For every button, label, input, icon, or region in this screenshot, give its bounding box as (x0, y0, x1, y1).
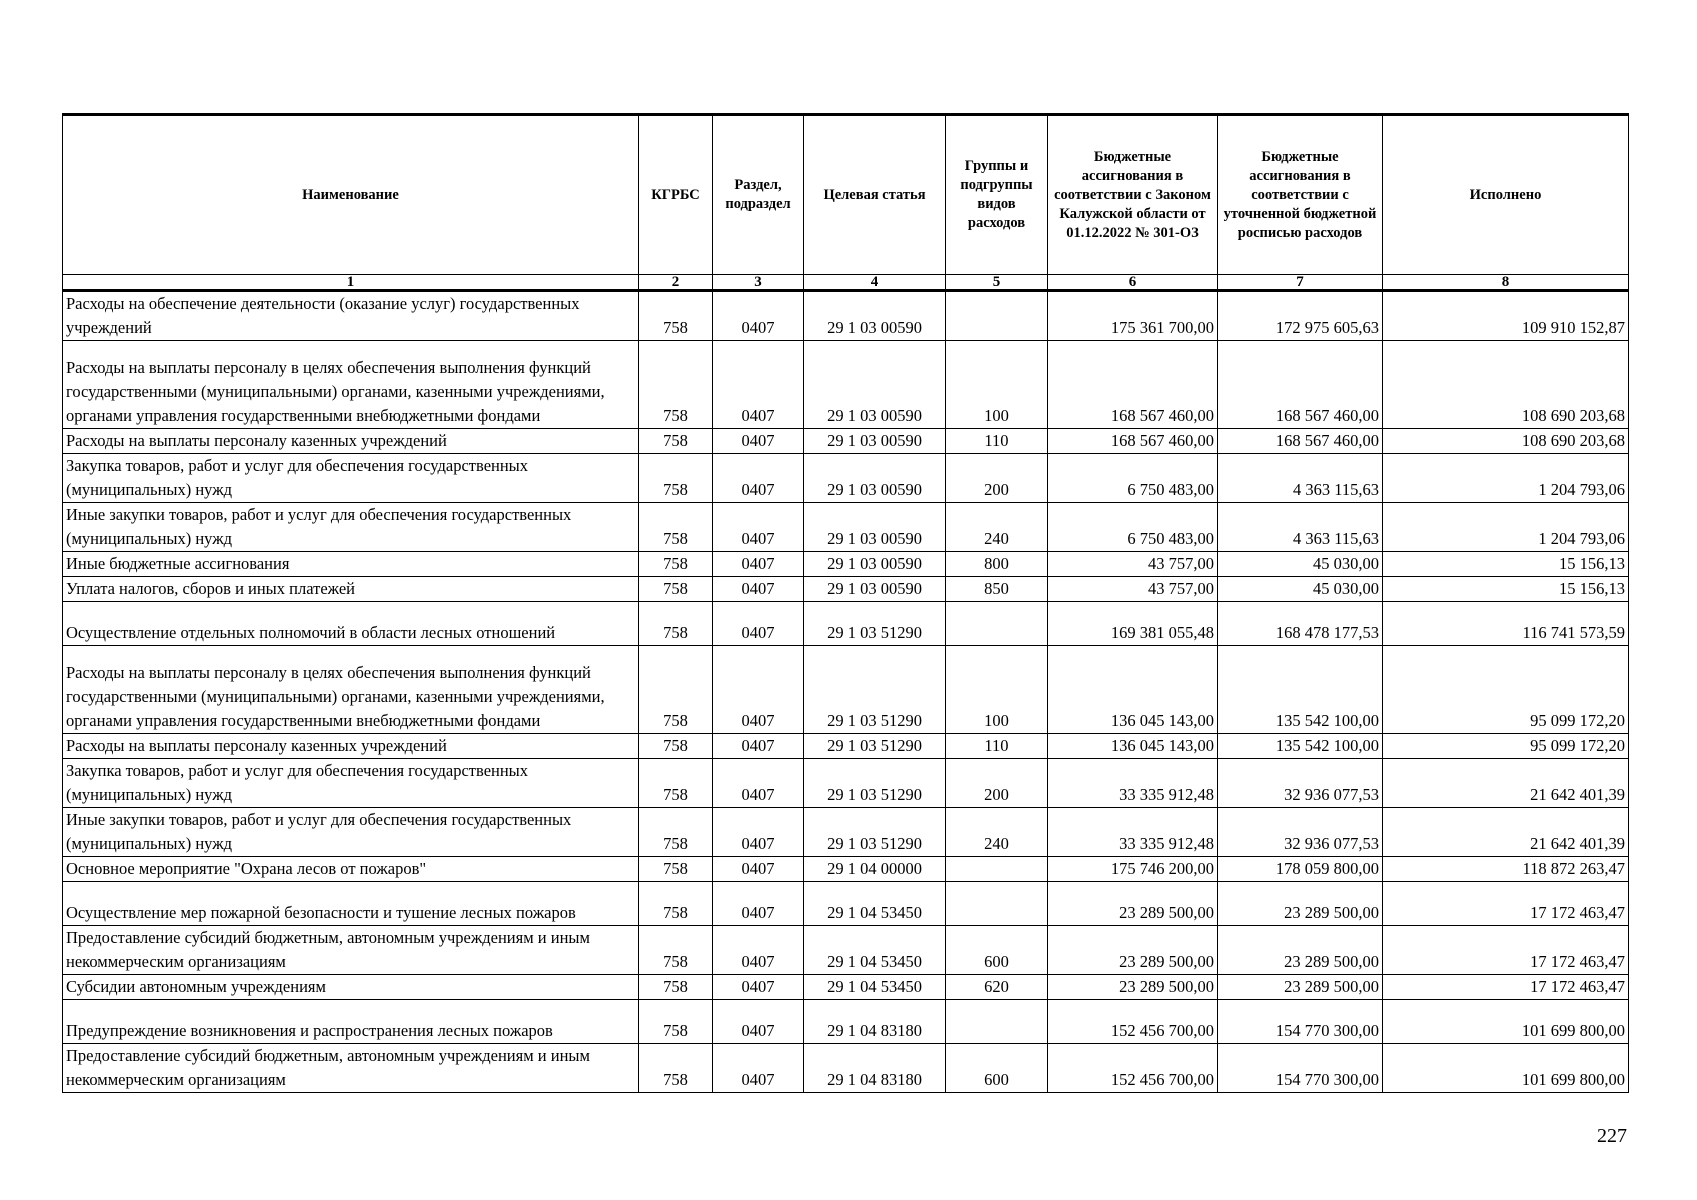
row-refined-amount: 4 363 115,63 (1218, 454, 1383, 503)
table-row (63, 808, 1629, 857)
row-section: 0407 (713, 503, 804, 552)
row-kgrbs: 758 (639, 882, 713, 926)
row-name: Субсидии автономным учреждениям (63, 975, 639, 1000)
row-law-amount: 169 381 055,48 (1048, 602, 1218, 646)
row-law-amount: 43 757,00 (1048, 552, 1218, 577)
row-law-amount: 6 750 483,00 (1048, 454, 1218, 503)
table-row (63, 975, 1629, 1000)
header-row (63, 115, 1629, 275)
row-name: Предоставление субсидий бюджетным, автономным учреждениям и иным некоммерческим организациям (63, 926, 639, 975)
row-name: Расходы на выплаты персоналу казенных учреждений (63, 429, 639, 454)
row-target: 29 1 04 00000 (804, 857, 946, 882)
row-name: Закупка товаров, работ и услуг для обеспечения государственных (муниципальных) нужд (63, 454, 639, 503)
header-refined: Бюджетные ассигнования в соответствии с уточненной бюджетной росписью расходов (1218, 115, 1383, 275)
row-refined-amount: 168 567 460,00 (1218, 341, 1383, 429)
row-refined-amount: 168 478 177,53 (1218, 602, 1383, 646)
row-section: 0407 (713, 552, 804, 577)
row-executed-amount: 21 642 401,39 (1383, 808, 1629, 857)
table-row (63, 577, 1629, 602)
row-law-amount: 33 335 912,48 (1048, 808, 1218, 857)
table-row (63, 291, 1629, 341)
column-number: 1 (63, 275, 639, 291)
row-group: 850 (946, 577, 1048, 602)
row-refined-amount: 32 936 077,53 (1218, 759, 1383, 808)
row-group: 200 (946, 759, 1048, 808)
row-refined-amount: 23 289 500,00 (1218, 882, 1383, 926)
row-section: 0407 (713, 577, 804, 602)
header-executed: Исполнено (1383, 115, 1629, 275)
table-row (63, 734, 1629, 759)
table-row (63, 759, 1629, 808)
row-section: 0407 (713, 1000, 804, 1044)
row-executed-amount: 1 204 793,06 (1383, 454, 1629, 503)
row-name: Закупка товаров, работ и услуг для обеспечения государственных (муниципальных) нужд (63, 759, 639, 808)
row-target: 29 1 03 51290 (804, 602, 946, 646)
row-target: 29 1 03 00590 (804, 291, 946, 341)
row-law-amount: 152 456 700,00 (1048, 1044, 1218, 1093)
row-kgrbs: 758 (639, 602, 713, 646)
row-name: Основное мероприятие "Охрана лесов от пожаров" (63, 857, 639, 882)
row-target: 29 1 04 53450 (804, 975, 946, 1000)
row-executed-amount: 21 642 401,39 (1383, 759, 1629, 808)
row-law-amount: 175 746 200,00 (1048, 857, 1218, 882)
row-kgrbs: 758 (639, 503, 713, 552)
row-kgrbs: 758 (639, 759, 713, 808)
row-name: Расходы на выплаты персоналу в целях обеспечения выполнения функций государственными (муниципальными) органами, казенными учреждениями, органами управления государственными внебюджетными фондами (63, 646, 639, 734)
row-target: 29 1 03 51290 (804, 734, 946, 759)
page-number: 227 (1597, 1125, 1627, 1147)
row-kgrbs: 758 (639, 577, 713, 602)
row-kgrbs: 758 (639, 429, 713, 454)
row-section: 0407 (713, 975, 804, 1000)
row-target: 29 1 04 53450 (804, 926, 946, 975)
column-number: 7 (1218, 275, 1383, 291)
row-kgrbs: 758 (639, 808, 713, 857)
column-number: 6 (1048, 275, 1218, 291)
row-group: 100 (946, 646, 1048, 734)
row-executed-amount: 17 172 463,47 (1383, 882, 1629, 926)
table-row (63, 552, 1629, 577)
row-target: 29 1 03 51290 (804, 759, 946, 808)
row-kgrbs: 758 (639, 926, 713, 975)
row-executed-amount: 17 172 463,47 (1383, 975, 1629, 1000)
row-section: 0407 (713, 808, 804, 857)
column-number: 4 (804, 275, 946, 291)
row-law-amount: 23 289 500,00 (1048, 882, 1218, 926)
row-name: Иные закупки товаров, работ и услуг для обеспечения государственных (муниципальных) нужд (63, 503, 639, 552)
row-law-amount: 136 045 143,00 (1048, 646, 1218, 734)
row-target: 29 1 03 00590 (804, 503, 946, 552)
row-executed-amount: 1 204 793,06 (1383, 503, 1629, 552)
row-kgrbs: 758 (639, 734, 713, 759)
row-section: 0407 (713, 759, 804, 808)
row-law-amount: 33 335 912,48 (1048, 759, 1218, 808)
row-section: 0407 (713, 1044, 804, 1093)
row-law-amount: 168 567 460,00 (1048, 341, 1218, 429)
row-refined-amount: 178 059 800,00 (1218, 857, 1383, 882)
row-executed-amount: 101 699 800,00 (1383, 1000, 1629, 1044)
row-executed-amount: 15 156,13 (1383, 552, 1629, 577)
row-name: Иные бюджетные ассигнования (63, 552, 639, 577)
row-kgrbs: 758 (639, 975, 713, 1000)
header-target: Целевая статья (804, 115, 946, 275)
header-kgrbs: КГРБС (639, 115, 713, 275)
row-executed-amount: 109 910 152,87 (1383, 291, 1629, 341)
row-refined-amount: 32 936 077,53 (1218, 808, 1383, 857)
row-kgrbs: 758 (639, 857, 713, 882)
row-name: Осуществление отдельных полномочий в области лесных отношений (63, 602, 639, 646)
row-executed-amount: 116 741 573,59 (1383, 602, 1629, 646)
row-group: 110 (946, 429, 1048, 454)
row-section: 0407 (713, 291, 804, 341)
row-law-amount: 6 750 483,00 (1048, 503, 1218, 552)
header-section: Раздел, подраздел (713, 115, 804, 275)
row-section: 0407 (713, 454, 804, 503)
table-row (63, 882, 1629, 926)
row-target: 29 1 03 00590 (804, 341, 946, 429)
row-target: 29 1 03 00590 (804, 552, 946, 577)
table-row (63, 602, 1629, 646)
row-refined-amount: 23 289 500,00 (1218, 975, 1383, 1000)
row-name: Иные закупки товаров, работ и услуг для обеспечения государственных (муниципальных) нужд (63, 808, 639, 857)
row-group (946, 291, 1048, 341)
row-section: 0407 (713, 926, 804, 975)
header-groups: Группы и подгруппы видов расходов (946, 115, 1048, 275)
row-kgrbs: 758 (639, 552, 713, 577)
row-name: Уплата налогов, сборов и иных платежей (63, 577, 639, 602)
row-law-amount: 23 289 500,00 (1048, 975, 1218, 1000)
row-name: Расходы на выплаты персоналу казенных учреждений (63, 734, 639, 759)
row-refined-amount: 45 030,00 (1218, 577, 1383, 602)
row-executed-amount: 108 690 203,68 (1383, 341, 1629, 429)
row-law-amount: 152 456 700,00 (1048, 1000, 1218, 1044)
row-section: 0407 (713, 646, 804, 734)
table-row (63, 503, 1629, 552)
table-row (63, 646, 1629, 734)
row-executed-amount: 101 699 800,00 (1383, 1044, 1629, 1093)
table-row (63, 341, 1629, 429)
row-name: Предоставление субсидий бюджетным, автономным учреждениям и иным некоммерческим организациям (63, 1044, 639, 1093)
column-number: 5 (946, 275, 1048, 291)
column-number: 2 (639, 275, 713, 291)
row-section: 0407 (713, 429, 804, 454)
row-group: 240 (946, 503, 1048, 552)
row-executed-amount: 108 690 203,68 (1383, 429, 1629, 454)
table-row (63, 857, 1629, 882)
row-law-amount: 43 757,00 (1048, 577, 1218, 602)
row-refined-amount: 154 770 300,00 (1218, 1044, 1383, 1093)
row-group: 110 (946, 734, 1048, 759)
row-executed-amount: 95 099 172,20 (1383, 646, 1629, 734)
row-kgrbs: 758 (639, 291, 713, 341)
table-body (63, 291, 1629, 1093)
table-row (63, 1000, 1629, 1044)
row-target: 29 1 03 00590 (804, 577, 946, 602)
row-kgrbs: 758 (639, 1000, 713, 1044)
header-name: Наименование (63, 115, 639, 275)
row-law-amount: 175 361 700,00 (1048, 291, 1218, 341)
row-name: Расходы на обеспечение деятельности (оказание услуг) государственных учреждений (63, 291, 639, 341)
row-group (946, 882, 1048, 926)
row-target: 29 1 04 83180 (804, 1044, 946, 1093)
row-law-amount: 136 045 143,00 (1048, 734, 1218, 759)
row-law-amount: 23 289 500,00 (1048, 926, 1218, 975)
row-executed-amount: 118 872 263,47 (1383, 857, 1629, 882)
row-name: Предупреждение возникновения и распространения лесных пожаров (63, 1000, 639, 1044)
row-section: 0407 (713, 882, 804, 926)
row-group: 800 (946, 552, 1048, 577)
row-refined-amount: 4 363 115,63 (1218, 503, 1383, 552)
row-group: 100 (946, 341, 1048, 429)
row-kgrbs: 758 (639, 646, 713, 734)
row-kgrbs: 758 (639, 341, 713, 429)
row-group: 240 (946, 808, 1048, 857)
header-law: Бюджетные ассигнования в соответствии с Законом Калужской области от 01.12.2022 № 301-ОЗ (1048, 115, 1218, 275)
row-group (946, 602, 1048, 646)
row-executed-amount: 15 156,13 (1383, 577, 1629, 602)
row-target: 29 1 03 51290 (804, 646, 946, 734)
row-law-amount: 168 567 460,00 (1048, 429, 1218, 454)
row-target: 29 1 04 83180 (804, 1000, 946, 1044)
row-refined-amount: 135 542 100,00 (1218, 646, 1383, 734)
row-target: 29 1 03 00590 (804, 454, 946, 503)
row-section: 0407 (713, 734, 804, 759)
row-section: 0407 (713, 341, 804, 429)
row-refined-amount: 45 030,00 (1218, 552, 1383, 577)
row-refined-amount: 23 289 500,00 (1218, 926, 1383, 975)
row-group: 200 (946, 454, 1048, 503)
row-section: 0407 (713, 602, 804, 646)
table-row (63, 926, 1629, 975)
row-refined-amount: 135 542 100,00 (1218, 734, 1383, 759)
row-refined-amount: 154 770 300,00 (1218, 1000, 1383, 1044)
column-number: 3 (713, 275, 804, 291)
budget-table (62, 113, 1629, 1093)
row-target: 29 1 04 53450 (804, 882, 946, 926)
row-refined-amount: 168 567 460,00 (1218, 429, 1383, 454)
row-executed-amount: 17 172 463,47 (1383, 926, 1629, 975)
row-kgrbs: 758 (639, 454, 713, 503)
row-target: 29 1 03 51290 (804, 808, 946, 857)
row-refined-amount: 172 975 605,63 (1218, 291, 1383, 341)
row-name: Расходы на выплаты персоналу в целях обеспечения выполнения функций государственными (муниципальными) органами, казенными учреждениями, органами управления государственными внебюджетными фондами (63, 341, 639, 429)
column-number-row (63, 275, 1629, 291)
row-target: 29 1 03 00590 (804, 429, 946, 454)
row-name: Осуществление мер пожарной безопасности и тушение лесных пожаров (63, 882, 639, 926)
table-row (63, 1044, 1629, 1093)
row-kgrbs: 758 (639, 1044, 713, 1093)
row-group: 600 (946, 1044, 1048, 1093)
row-group (946, 1000, 1048, 1044)
row-group (946, 857, 1048, 882)
row-executed-amount: 95 099 172,20 (1383, 734, 1629, 759)
table-row (63, 429, 1629, 454)
row-section: 0407 (713, 857, 804, 882)
column-number: 8 (1383, 275, 1629, 291)
row-group: 600 (946, 926, 1048, 975)
row-group: 620 (946, 975, 1048, 1000)
table-row (63, 454, 1629, 503)
